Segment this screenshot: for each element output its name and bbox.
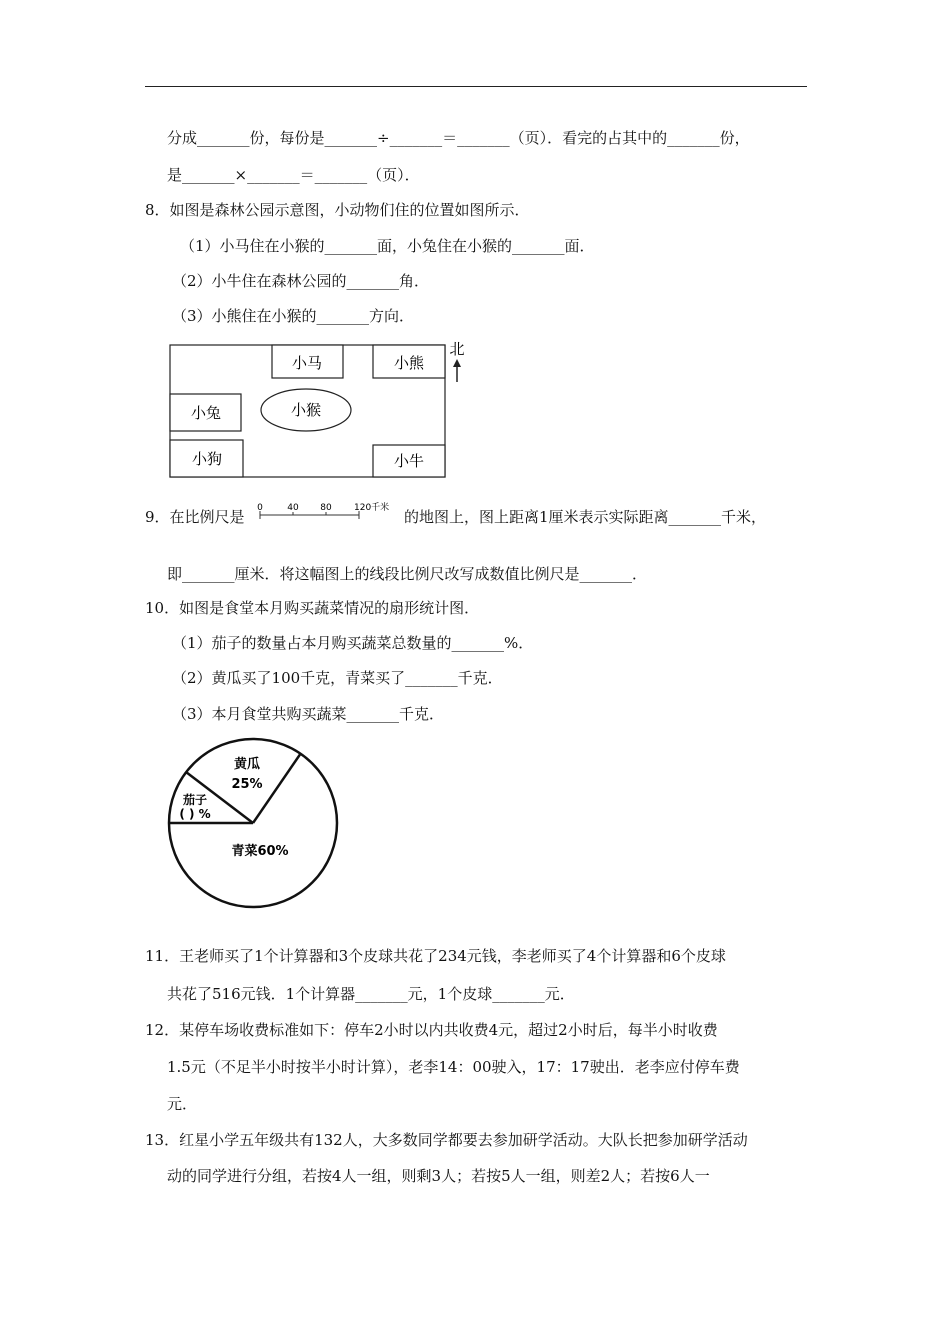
question-8-part-1: （1）小马住在小猴的_______面，小兔住在小猴的_______面．: [180, 237, 595, 255]
bear-label: 小熊: [393, 354, 425, 372]
question-8-part-2: （2）小牛住在森林公园的_______角．: [172, 272, 430, 290]
forest-park-map: [168, 338, 478, 483]
question-10-part-3: （3）本月食堂共购买蔬菜_______千克．: [172, 705, 445, 723]
rabbit-label: 小兔: [190, 404, 222, 422]
eggplant-percent: ( ) %: [179, 807, 211, 821]
north-label: 北: [449, 340, 465, 358]
text-line-1: 分成_______份，每份是_______÷_______＝_______（页）．看完的占其中的_______份，: [167, 129, 750, 147]
question-9-rest: 的地图上，图上距离1厘米表示实际距离_______千米，: [404, 508, 767, 526]
dog-label: 小狗: [191, 450, 223, 468]
question-12-line-2: 1.5元（不足半小时按半小时计算），老李14：00驶入，17：17驶出．老李应付停车费: [167, 1058, 740, 1076]
question-8-part-3: （3）小熊住在小猴的_______方向．: [172, 307, 415, 325]
cucumber-percent: 25%: [231, 777, 263, 792]
question-11-line-2: 共花了516元钱．1个计算器_______元，1个皮球_______元．: [167, 985, 575, 1003]
horse-label: 小马: [291, 354, 323, 372]
question-8: 8．如图是森林公园示意图，小动物们住的位置如图所示．: [145, 201, 530, 219]
greens-label: 青菜60%: [231, 844, 289, 859]
question-10: 10．如图是食堂本月购买蔬菜情况的扇形统计图．: [145, 599, 480, 617]
question-9-line-2: 即_______厘米．将这幅图上的线段比例尺改写成数值比例尺是_______．: [167, 565, 648, 583]
question-9-start: 9．在比例尺是: [145, 508, 245, 526]
question-12-line-1: 12．某停车场收费标准如下：停车2小时以内共收费4元，超过2小时后，每半小时收费: [145, 1021, 718, 1039]
header-rule: [145, 86, 807, 87]
scale-tick-40: 40: [287, 503, 299, 513]
question-10-part-2: （2）黄瓜买了100千克，青菜买了_______千克．: [172, 669, 503, 687]
scale-tick-0: 0: [257, 503, 263, 513]
cucumber-label: 黄瓜: [233, 757, 261, 772]
monkey-label: 小猴: [290, 401, 322, 419]
scale-bar: [256, 500, 404, 522]
scale-tick-80: 80: [320, 503, 332, 513]
scale-tick-120: 120千米: [354, 503, 390, 513]
cow-label: 小牛: [393, 452, 425, 470]
vegetable-pie-chart: [165, 732, 345, 912]
question-12-line-3: 元．: [167, 1095, 198, 1113]
eggplant-label: 茄子: [182, 793, 208, 807]
question-13-line-1: 13．红星小学五年级共有132人，大多数同学都要去参加研学活动。大队长把参加研学活动: [145, 1131, 748, 1149]
text-line-2: 是_______×_______＝_______（页）．: [167, 166, 420, 184]
question-13-line-2: 动的同学进行分组，若按4人一组，则剩3人；若按5人一组，则差2人；若按6人一: [167, 1167, 710, 1185]
question-11-line-1: 11．王老师买了1个计算器和3个皮球共花了234元钱，李老师买了4个计算器和6个皮球: [145, 947, 726, 965]
question-10-part-1: （1）茄子的数量占本月购买蔬菜总数量的_______%．: [172, 634, 534, 652]
